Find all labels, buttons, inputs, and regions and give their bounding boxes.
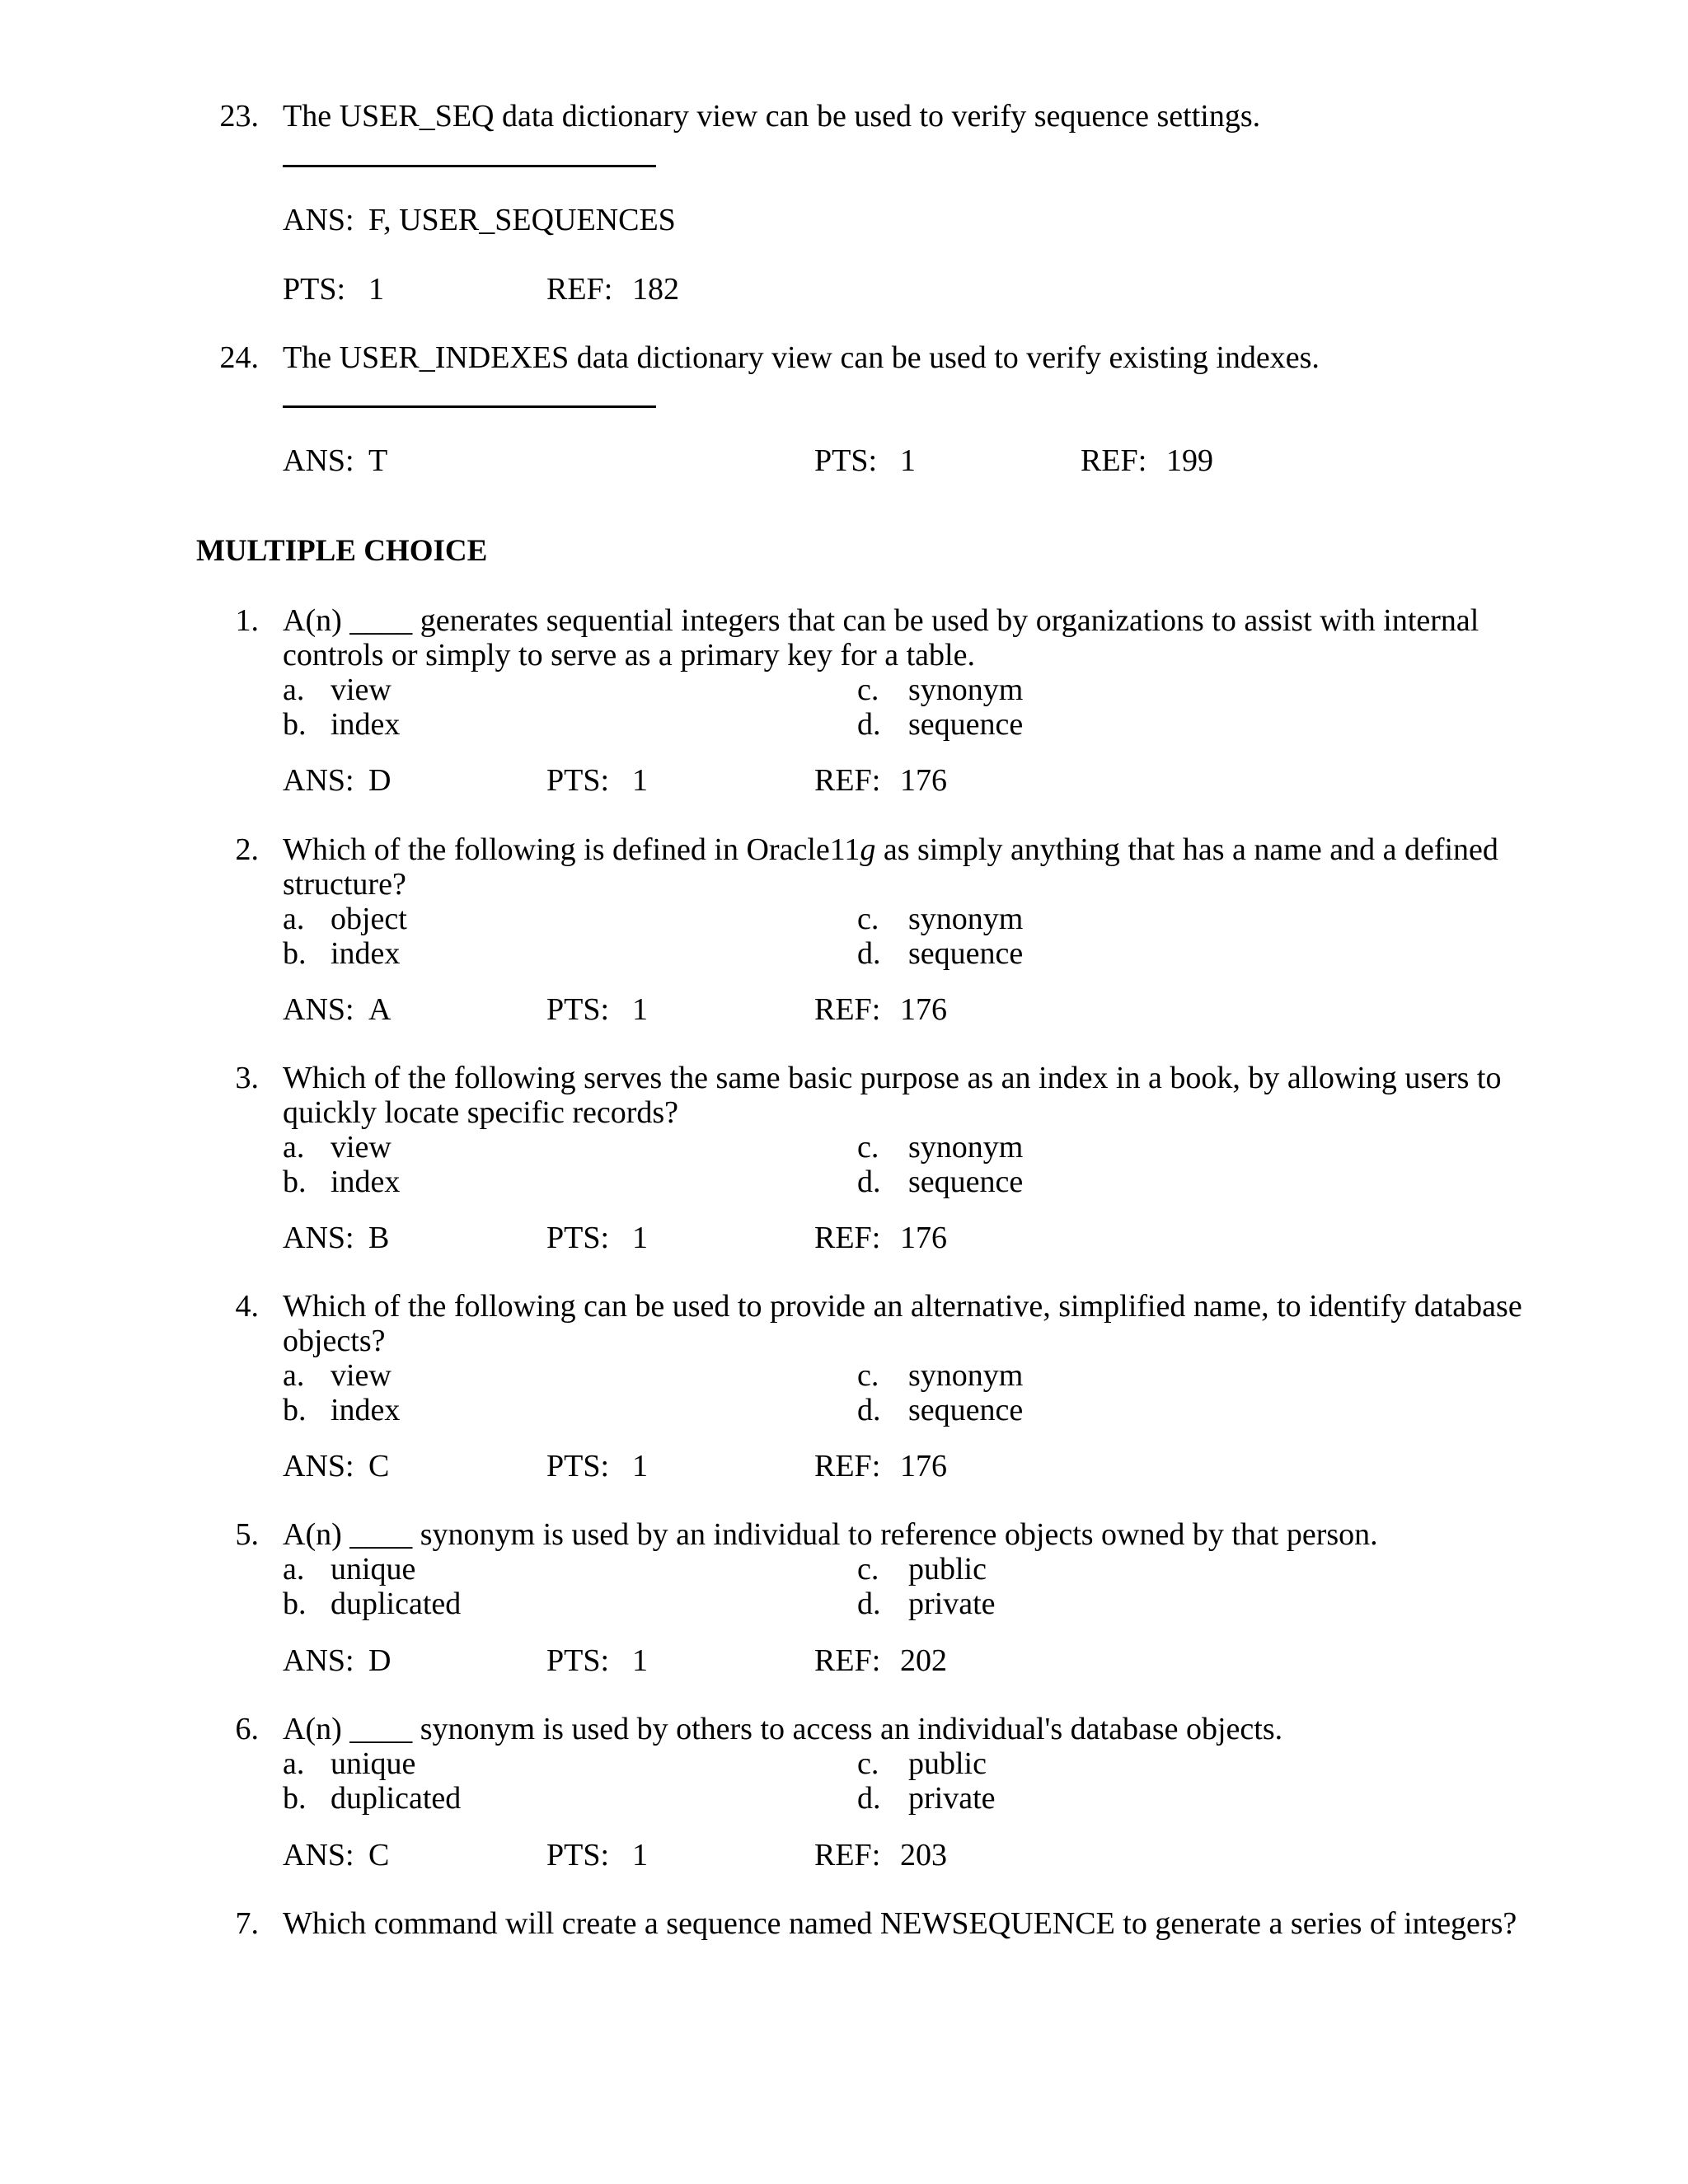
pts-label: PTS: 1	[546, 1643, 648, 1678]
question-number: 24.	[219, 340, 259, 375]
option-c: c. synonym	[857, 902, 1024, 936]
option-a: a. unique	[283, 1552, 416, 1586]
question-text: A(n) ____ generates sequential integers that can be used by organizations to assist with internal	[283, 603, 1479, 638]
option-b: b. index	[283, 936, 401, 971]
ans-value: F, USER_SEQUENCES	[368, 203, 676, 237]
ref-label: REF: 182	[546, 272, 679, 307]
ref-value: 199	[1166, 443, 1213, 478]
question-text: Which of the following serves the same basic purpose as an index in a book, by allowing users to	[283, 1061, 1502, 1095]
question-text-cont: quickly locate specific records?	[283, 1095, 679, 1130]
section-heading: MULTIPLE CHOICE	[196, 534, 488, 568]
option-a: a. view	[283, 1358, 392, 1393]
option-b: b. index	[283, 1393, 401, 1427]
ref-label: REF: 176	[814, 1449, 947, 1483]
question-text: A(n) ____ synonym is used by an individual to reference objects owned by that person.	[283, 1517, 1378, 1552]
option-d: d. sequence	[857, 936, 1024, 971]
question-number: 4.	[235, 1289, 259, 1324]
pts-value: 1	[632, 1449, 648, 1483]
pts-value: 1	[368, 272, 384, 307]
pts-label: PTS: 1	[546, 1221, 648, 1255]
option-d: d. private	[857, 1586, 996, 1621]
ref-value: 176	[900, 1449, 947, 1483]
option-c: c. public	[857, 1746, 987, 1781]
option-d: d. private	[857, 1781, 996, 1816]
question-number: 3.	[235, 1061, 259, 1095]
ref-value: 176	[900, 763, 947, 798]
ref-label: REF: 203	[814, 1838, 947, 1872]
option-c: c. synonym	[857, 673, 1024, 707]
question-number: 1.	[235, 603, 259, 638]
question-text: Which of the following can be used to provide an alternative, simplified name, to identify database	[283, 1289, 1522, 1324]
ref-value: 203	[900, 1838, 947, 1872]
question-text-cont: structure?	[283, 867, 406, 902]
question-text: Which of the following is defined in Oracle11g as simply anything that has a name and a defined	[283, 832, 1498, 867]
pts-label: PTS: 1	[546, 1838, 648, 1872]
option-b: b. duplicated	[283, 1586, 462, 1621]
question-text: Which command will create a sequence named NEWSEQUENCE to generate a series of integers?	[283, 1906, 1517, 1941]
question-number: 7.	[235, 1906, 259, 1941]
question-text-cont: controls or simply to serve as a primary key for a table.	[283, 638, 975, 673]
answer-line	[283, 202, 676, 238]
option-d: d. sequence	[857, 1393, 1024, 1427]
question-text: A(n) ____ synonym is used by others to access an individual's database objects.	[283, 1712, 1283, 1746]
ans-value: A	[368, 992, 392, 1027]
ans-label: ANS: B	[283, 1221, 390, 1255]
ref-value: 176	[900, 1221, 947, 1255]
ans-label: ANS:	[283, 203, 354, 237]
option-d: d. sequence	[857, 707, 1024, 742]
ans-value: T	[368, 443, 388, 478]
pts-label: PTS: 1	[546, 763, 648, 798]
option-a: a. unique	[283, 1746, 416, 1781]
ans-value: D	[368, 763, 392, 798]
ans-label: ANS: D	[283, 763, 392, 798]
option-a: a. object	[283, 902, 407, 936]
pts-label: PTS: 1	[814, 443, 916, 478]
ref-value: 176	[900, 992, 947, 1027]
option-d: d. sequence	[857, 1165, 1024, 1199]
ref-label: REF: 199	[1081, 443, 1213, 478]
option-c: c. synonym	[857, 1130, 1024, 1165]
ref-value: 182	[632, 272, 679, 307]
pts-value: 1	[632, 1221, 648, 1255]
pts-value: 1	[632, 992, 648, 1027]
option-b: b. index	[283, 707, 401, 742]
question-text: The USER_INDEXES data dictionary view can be used to verify existing indexes.	[283, 340, 1320, 375]
question-number: 5.	[235, 1517, 259, 1552]
question-number: 2.	[235, 832, 259, 867]
ref-label: REF: 176	[814, 992, 947, 1027]
question-text-cont: objects?	[283, 1324, 386, 1358]
pts-value: 1	[632, 1838, 648, 1872]
answer-blank-line	[283, 405, 656, 408]
option-b: b. index	[283, 1165, 401, 1199]
ans-label: ANS: C	[283, 1838, 390, 1872]
ans-label: ANS:	[283, 443, 354, 478]
ans-label: ANS: A	[283, 992, 392, 1027]
pts-label: PTS: 1	[546, 992, 648, 1027]
ans-value: D	[368, 1643, 392, 1678]
answer-blank-line	[283, 165, 656, 167]
option-b: b. duplicated	[283, 1781, 462, 1816]
ref-value: 202	[900, 1643, 947, 1678]
pts-label: PTS: 1	[546, 1449, 648, 1483]
ref-label: REF: 202	[814, 1643, 947, 1678]
option-c: c. synonym	[857, 1358, 1024, 1393]
pts-value: 1	[632, 763, 648, 798]
question-number: 23.	[219, 99, 259, 134]
ref-label: REF: 176	[814, 1221, 947, 1255]
pts-label: PTS: 1	[283, 272, 384, 307]
option-a: a. view	[283, 673, 392, 707]
pts-value: 1	[632, 1643, 648, 1678]
ans-value: B	[368, 1221, 390, 1255]
ans-value: C	[368, 1838, 390, 1872]
ref-label: REF: 176	[814, 763, 947, 798]
ans-label: ANS: D	[283, 1643, 392, 1678]
pts-value: 1	[900, 443, 916, 478]
answer-line	[283, 443, 387, 479]
option-a: a. view	[283, 1130, 392, 1165]
ans-label: ANS: C	[283, 1449, 390, 1483]
question-number: 6.	[235, 1712, 259, 1746]
question-text: The USER_SEQ data dictionary view can be used to verify sequence settings.	[283, 99, 1261, 134]
ans-value: C	[368, 1449, 390, 1483]
option-c: c. public	[857, 1552, 987, 1586]
